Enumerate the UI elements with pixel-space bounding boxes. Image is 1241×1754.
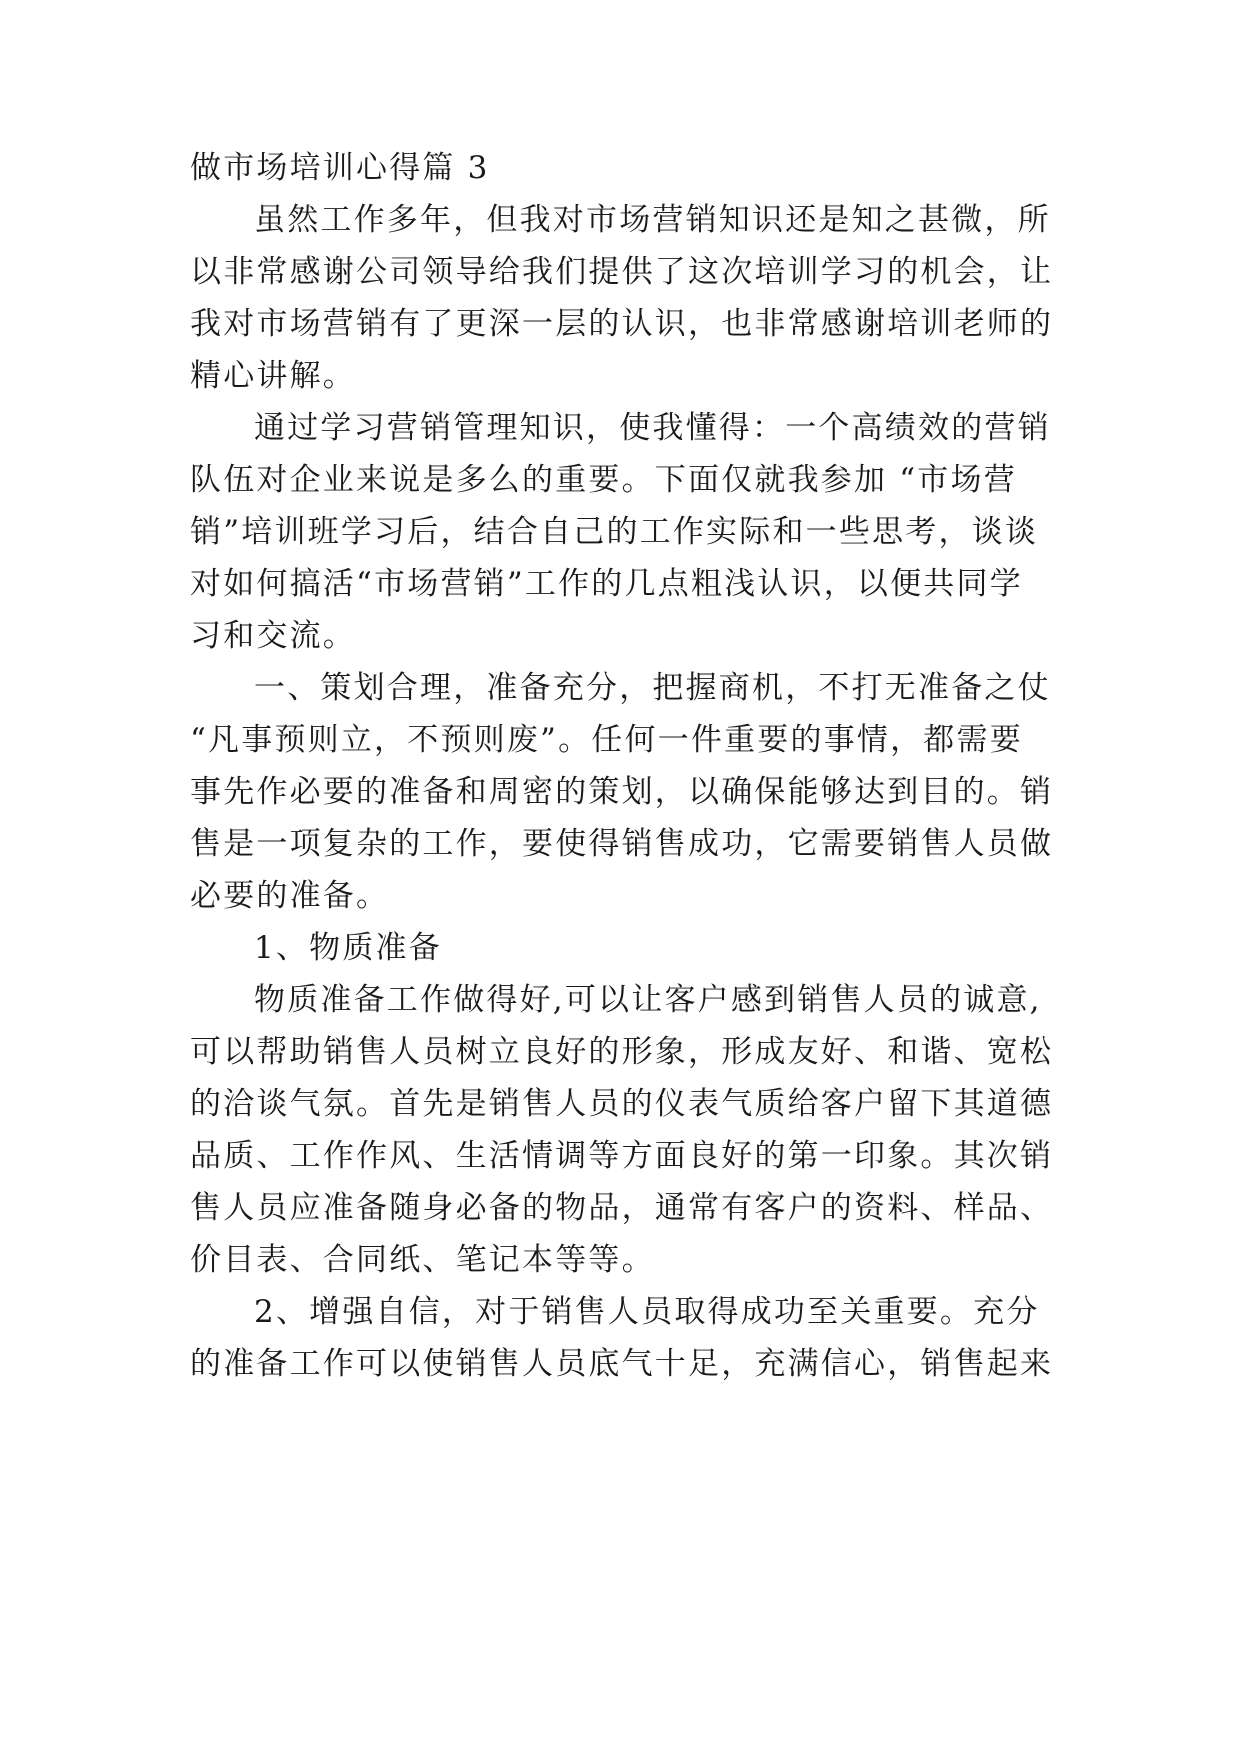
paragraph-line: 售人员应准备随身必备的物品，通常有客户的资料、样品、 xyxy=(190,1190,1054,1226)
paragraph-line: 价目表、合同纸、笔记本等等。 xyxy=(190,1242,655,1278)
paragraph-line: 的准备工作可以使销售人员底气十足，充满信心，销售起来 xyxy=(190,1346,1054,1382)
paragraph-line: 通过学习营销管理知识，使我懂得：一个高绩效的营销 xyxy=(254,410,1051,446)
paragraph-line: 虽然工作多年，但我对市场营销知识还是知之甚微，所 xyxy=(254,202,1051,238)
paragraph-line: 2、增强自信，对于销售人员取得成功至关重要。充分 xyxy=(254,1294,1040,1330)
paragraph-line: 售是一项复杂的工作，要使得销售成功，它需要销售人员做 xyxy=(190,826,1054,862)
paragraph-line: 品质、工作作风、生活情调等方面良好的第一印象。其次销 xyxy=(190,1138,1054,1174)
section-heading: 一、策划合理，准备充分，把握商机，不打无准备之仗 xyxy=(254,670,1051,706)
paragraph-line: 可以帮助销售人员树立良好的形象，形成友好、和谐、宽松 xyxy=(190,1034,1054,1070)
paragraph-line: 我对市场营销有了更深一层的认识，也非常感谢培训老师的 xyxy=(190,306,1054,342)
subsection-heading: 1、物质准备 xyxy=(254,930,442,966)
paragraph-line: 销”培训班学习后，结合自己的工作实际和一些思考，谈谈 xyxy=(190,514,1039,550)
paragraph-line: 事先作必要的准备和周密的策划，以确保能够达到目的。销 xyxy=(190,774,1054,810)
paragraph-line: 必要的准备。 xyxy=(190,878,390,914)
paragraph-line: 物质准备工作做得好,可以让客户感到销售人员的诚意, xyxy=(254,982,1042,1018)
paragraph-line: 队伍对企业来说是多么的重要。下面仅就我参加 “市场营 xyxy=(190,462,1017,498)
paragraph-line: “凡事预则立，不预则废”。任何一件重要的事情，都需要 xyxy=(190,722,1023,758)
paragraph-line: 精心讲解。 xyxy=(190,358,356,394)
paragraph-line: 以非常感谢公司领导给我们提供了这次培训学习的机会，让 xyxy=(190,254,1054,290)
paragraph-line: 习和交流。 xyxy=(190,618,356,654)
document-title: 做市场培训心得篇 3 xyxy=(190,150,490,186)
paragraph-line: 的洽谈气氛。首先是销售人员的仪表气质给客户留下其道德 xyxy=(190,1086,1054,1122)
paragraph-line: 对如何搞活“市场营销”工作的几点粗浅认识，以便共同学 xyxy=(190,566,1023,602)
